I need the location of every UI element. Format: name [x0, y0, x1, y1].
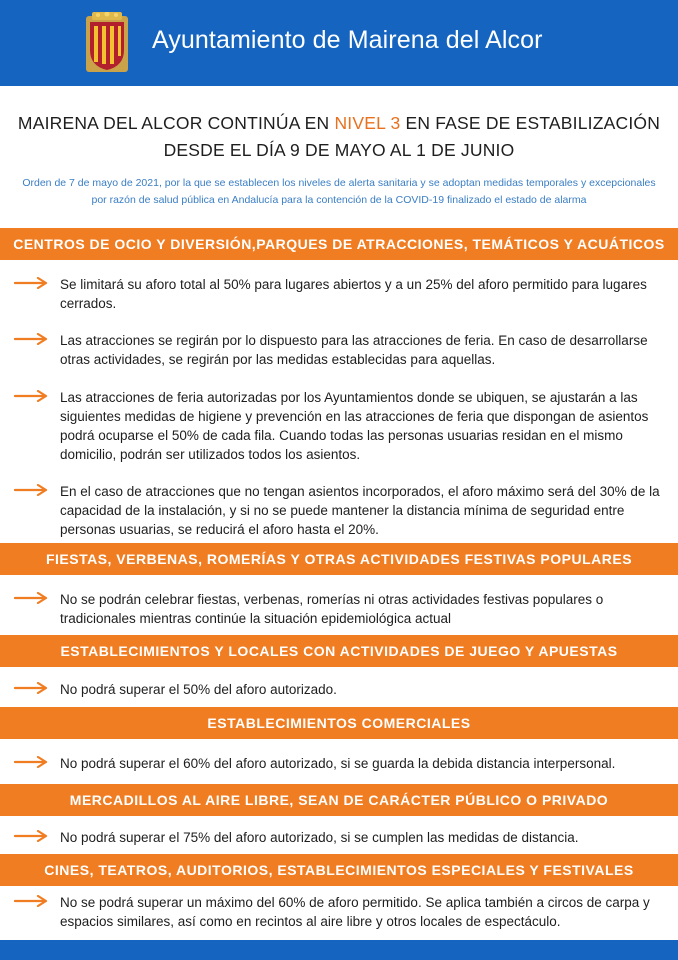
- headline-part2: EN FASE DE ESTABILIZACIÓN: [400, 113, 661, 133]
- section-title-comerciales: ESTABLECIMIENTOS COMERCIALES: [0, 707, 678, 739]
- arrow-right-icon: [14, 830, 48, 842]
- header-title: Ayuntamiento de Mairena del Alcor: [152, 26, 543, 54]
- section-title-ocio: CENTROS DE OCIO Y DIVERSIÓN,PARQUES DE ATRACCIONES, TEMÁTICOS Y ACUÁTICOS: [0, 228, 678, 260]
- item-text: Las atracciones de feria autorizadas por los Ayuntamientos donde se ubiquen, se ajustarán a las siguientes medidas de higiene y prevención en las atracciones de feria que dispongan de asientos podrá ocuparse el 50% de cada fila. Cuando todas las personas usuarias residan en el mismo domicilio, podrán ser utilizados todos los asientos.: [60, 390, 649, 462]
- header-banner: [0, 0, 678, 86]
- arrow-right-icon: [14, 277, 48, 289]
- item-text: Las atracciones se regirán por lo dispuesto para las atracciones de feria. En caso de desarrollarse otras actividades, se regirán por las medidas establecidas para aquellas.: [60, 333, 648, 367]
- arrow-right-icon: [14, 682, 48, 694]
- arrow-right-icon: [14, 484, 48, 496]
- arrow-right-icon: [14, 592, 48, 604]
- decree-text: Orden de 7 de mayo de 2021, por la que se establecen los niveles de alerta sanitaria y se adoptan medidas temporales y excepcionales por razón de salud pública en Andalucía para la contención de la COVID-19 finalizado el estado de alarma: [22, 177, 656, 206]
- arrow-right-icon: [14, 390, 48, 402]
- headline-highlight: NIVEL 3: [334, 113, 401, 133]
- item-text: No podrá superar el 60% del aforo autorizado, si se guarda la debida distancia interpersonal.: [60, 756, 616, 771]
- section-title-cines: CINES, TEATROS, AUDITORIOS, ESTABLECIMIENTOS ESPECIALES Y FESTIVALES: [0, 854, 678, 886]
- arrow-right-icon: [14, 756, 48, 768]
- section-title-juego: ESTABLECIMIENTOS Y LOCALES CON ACTIVIDADES DE JUEGO Y APUESTAS: [0, 635, 678, 667]
- page-headline: [0, 110, 678, 164]
- item-text: No podrá superar el 50% del aforo autorizado.: [60, 682, 337, 697]
- item-text: En el caso de atracciones que no tengan asientos incorporados, el aforo máximo será del 30% de la capacidad de la instalación, y si no se puede mantener la distancia mínima de seguridad entre personas usuarias, se reducirá el aforo hasta el 20%.: [60, 484, 660, 537]
- item-text: No se podrán celebrar fiestas, verbenas, romerías ni otras actividades festivas populares o tradicionales mientras continúe la situación epidemiológica actual: [60, 592, 604, 626]
- item-text: No se podrá superar un máximo del 60% de aforo permitido. Se aplica también a circos de carpa y espacios similares, así como en recintos al aire libre y otros locales de espectáculo.: [60, 895, 650, 929]
- item-text: Se limitará su aforo total al 50% para lugares abiertos y a un 25% del aforo permitido para lugares cerrados.: [60, 277, 647, 311]
- section-title-fiestas: FIESTAS, VERBENAS, ROMERÍAS Y OTRAS ACTIVIDADES FESTIVAS POPULARES: [0, 543, 678, 575]
- coat-of-arms-icon: [84, 12, 130, 74]
- arrow-right-icon: [14, 895, 48, 907]
- section-title-mercadillos: MERCADILLOS AL AIRE LIBRE, SEAN DE CARÁCTER PÚBLICO O PRIVADO: [0, 784, 678, 816]
- headline-line2: DESDE EL DÍA 9 DE MAYO AL 1 DE JUNIO: [163, 140, 515, 160]
- item-text: No podrá superar el 75% del aforo autorizado, si se cumplen las medidas de distancia.: [60, 830, 579, 845]
- arrow-right-icon: [14, 333, 48, 345]
- headline-part1: MAIRENA DEL ALCOR CONTINÚA EN: [17, 113, 335, 133]
- footer-bar: [0, 940, 678, 960]
